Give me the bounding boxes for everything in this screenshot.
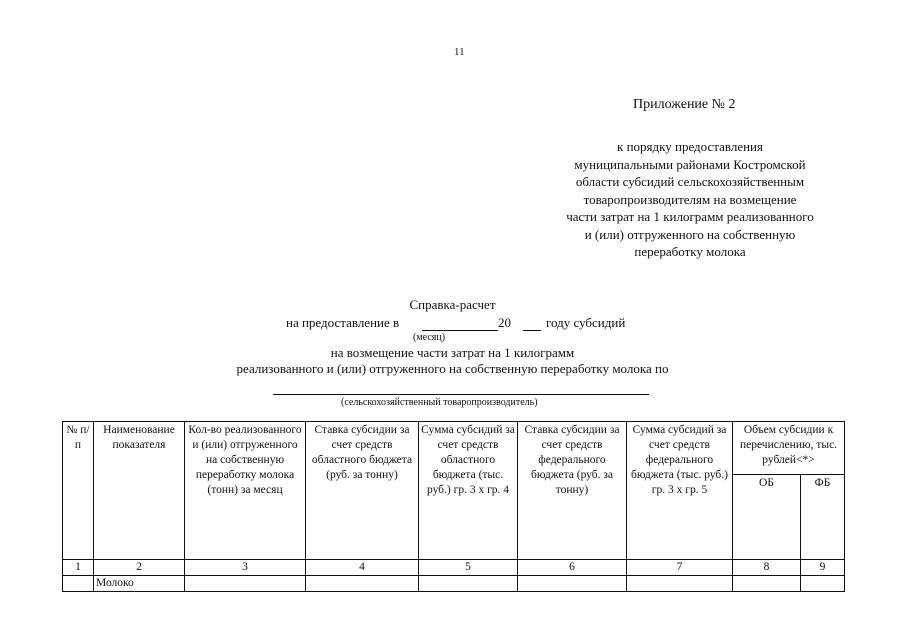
subheader-fb: ФБ: [801, 475, 845, 560]
subsidy-table: [62, 421, 845, 592]
table-cell: [801, 576, 845, 592]
column-number: 4: [306, 560, 419, 576]
column-number: 2: [94, 560, 185, 576]
table-cell: [627, 576, 733, 592]
table-cell: [419, 576, 518, 592]
table-row: [63, 576, 845, 592]
month-blank: [422, 330, 498, 331]
column-number: 6: [518, 560, 627, 576]
header-transfer-volume: Объем субсидии к перечислению, тыс. рублей<*>: [733, 422, 845, 475]
producer-blank: [273, 394, 649, 395]
header-federal-rate: Ставка субсидии за счет средств федерального бюджета (руб. за тонну): [518, 422, 627, 560]
year-prefix: 20: [498, 315, 511, 330]
form-purpose-line: на возмещение части затрат на 1 килограмм: [330, 345, 575, 360]
column-number: 5: [419, 560, 518, 576]
period-prefix: на предоставление в: [286, 315, 400, 330]
appendix-reference-line: и (или) отгруженного на собственную: [584, 226, 796, 242]
period-suffix: году субсидий: [546, 315, 626, 330]
table-cell: [306, 576, 419, 592]
appendix-reference: [530, 138, 850, 261]
table-cell: [518, 576, 627, 592]
appendix-reference-line: переработку молока: [634, 244, 746, 259]
header-number: № п/п: [63, 422, 94, 560]
appendix-title: Приложение № 2: [633, 97, 736, 112]
table-cell: [733, 576, 801, 592]
appendix-reference-line: товаропроизводителям на возмещение: [583, 191, 797, 207]
header-federal-sum: Сумма субсидий за счет средств федерального бюджета (тыс. руб.) гр. 3 х гр. 5: [627, 422, 733, 560]
producer-note: (сельскохозяйственный товаропроизводитель): [341, 397, 538, 408]
month-note: (месяц): [413, 332, 446, 343]
column-number-row: [63, 560, 845, 576]
year-blank: [523, 330, 541, 331]
column-number: 7: [627, 560, 733, 576]
column-number: 3: [185, 560, 306, 576]
table-cell: [63, 576, 94, 592]
appendix-reference-line: муниципальными районами Костромской: [574, 156, 806, 172]
header-quantity: Кол-во реализованного и (или) отгруженного на собственную переработку молока (тонн) за месяц: [185, 422, 306, 560]
column-number: 9: [801, 560, 845, 576]
appendix-reference-line: части затрат на 1 килограмм реализованного: [566, 209, 814, 224]
header-indicator-name: Наименование показателя: [94, 422, 185, 560]
subheader-ob: ОБ: [733, 475, 801, 560]
page-number: 11: [454, 46, 465, 58]
form-title: Справка-расчет: [409, 297, 496, 312]
column-number: 1: [63, 560, 94, 576]
table-cell: Молоко: [94, 576, 185, 592]
form-purpose-line-2: реализованного и (или) отгруженного на собственную переработку молока по: [236, 361, 669, 376]
appendix-reference-line: к порядку предоставления: [617, 139, 763, 154]
header-regional-rate: Ставка субсидии за счет средств областного бюджета (руб. за тонну): [306, 422, 419, 560]
header-regional-sum: Сумма субсидий за счет средств областного бюджета (тыс. руб.) гр. 3 х гр. 4: [419, 422, 518, 560]
table-cell: [185, 576, 306, 592]
column-number: 8: [733, 560, 801, 576]
appendix-reference-line: области субсидий сельскохозяйственным: [575, 174, 805, 189]
